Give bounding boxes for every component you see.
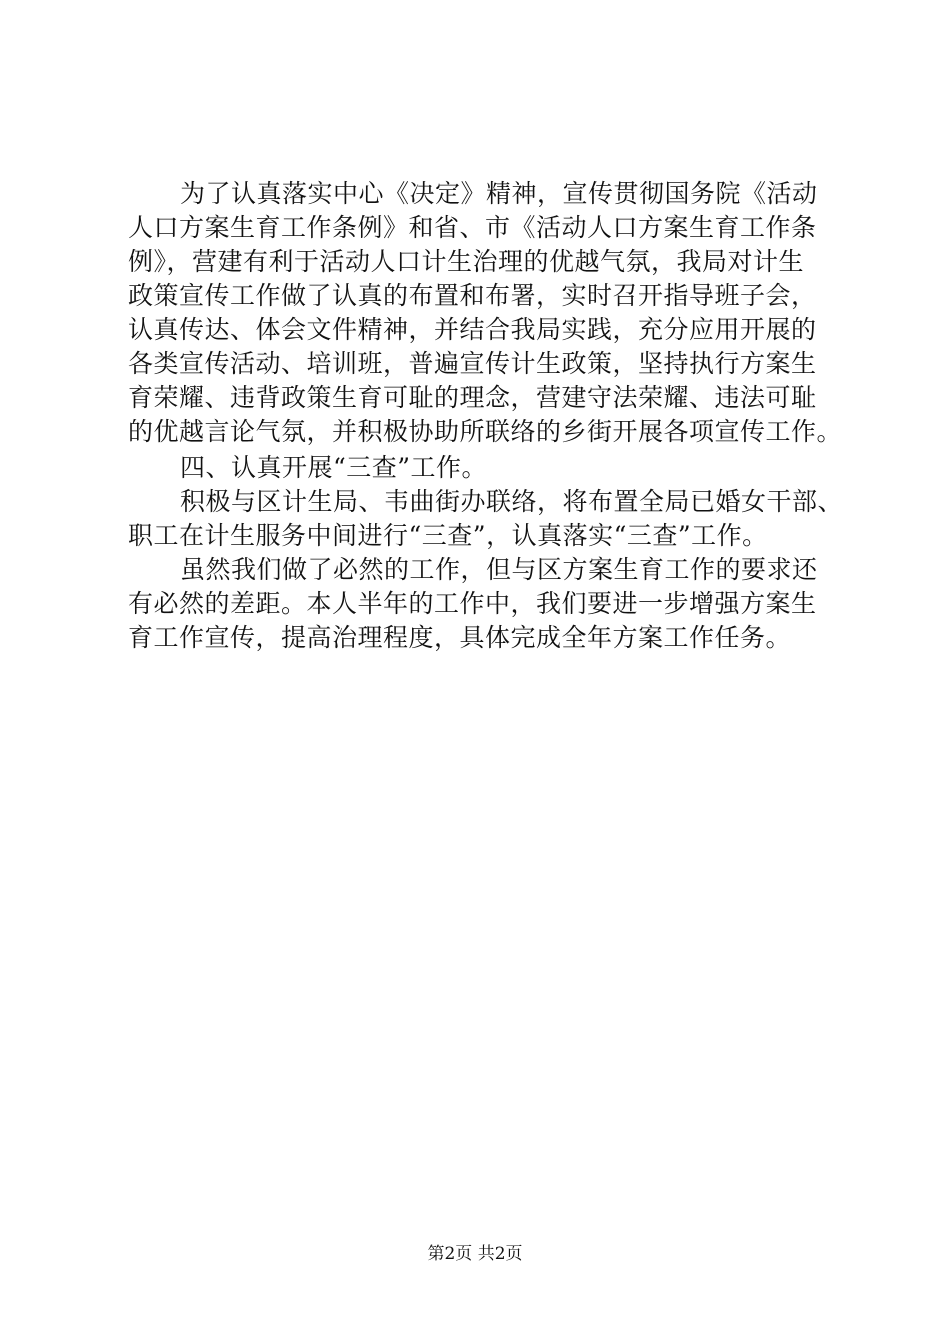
- paragraph-line: 例》，营建有利于活动人口计生治理的优越气氛，我局对计生: [128, 247, 805, 276]
- paragraph-line: 积极与区计生局、韦曲街办联络，将布置全局已婚女干部、: [180, 487, 844, 516]
- paragraph-line: 人口方案生育工作条例》和省、市《活动人口方案生育工作条: [128, 213, 817, 242]
- paragraph-line: 育荣耀、违背政策生育可耻的理念，营建守法荣耀、违法可耻: [128, 383, 817, 412]
- page-number-footer: 第2页 共2页: [427, 1244, 523, 1264]
- paragraph-line: 育工作宣传，提高治理程度，具体完成全年方案工作任务。: [128, 623, 792, 652]
- paragraph-line: 政策宣传工作做了认真的布置和布署，实时召开指导班子会，: [128, 281, 817, 310]
- paragraph-line: 各类宣传活动、培训班，普遍宣传计生政策，坚持执行方案生: [128, 349, 817, 378]
- paragraph-line: 的优越言论气氛，并积极协助所联络的乡街开展各项宣传工作。: [128, 417, 843, 446]
- paragraph-line: 为了认真落实中心《决定》精神，宣传贯彻国务院《活动: [180, 179, 818, 208]
- paragraph-line: 有必然的差距。本人半年的工作中，我们要进一步增强方案生: [128, 589, 817, 618]
- paragraph-line: 虽然我们做了必然的工作，但与区方案生育工作的要求还: [180, 555, 818, 584]
- section-heading: 四、认真开展“三查”工作。: [180, 453, 488, 482]
- paragraph-line: 认真传达、体会文件精神，并结合我局实践，充分应用开展的: [128, 315, 817, 344]
- paragraph-line: 职工在计生服务中间进行“三查”，认真落实“三查”工作。: [128, 521, 768, 550]
